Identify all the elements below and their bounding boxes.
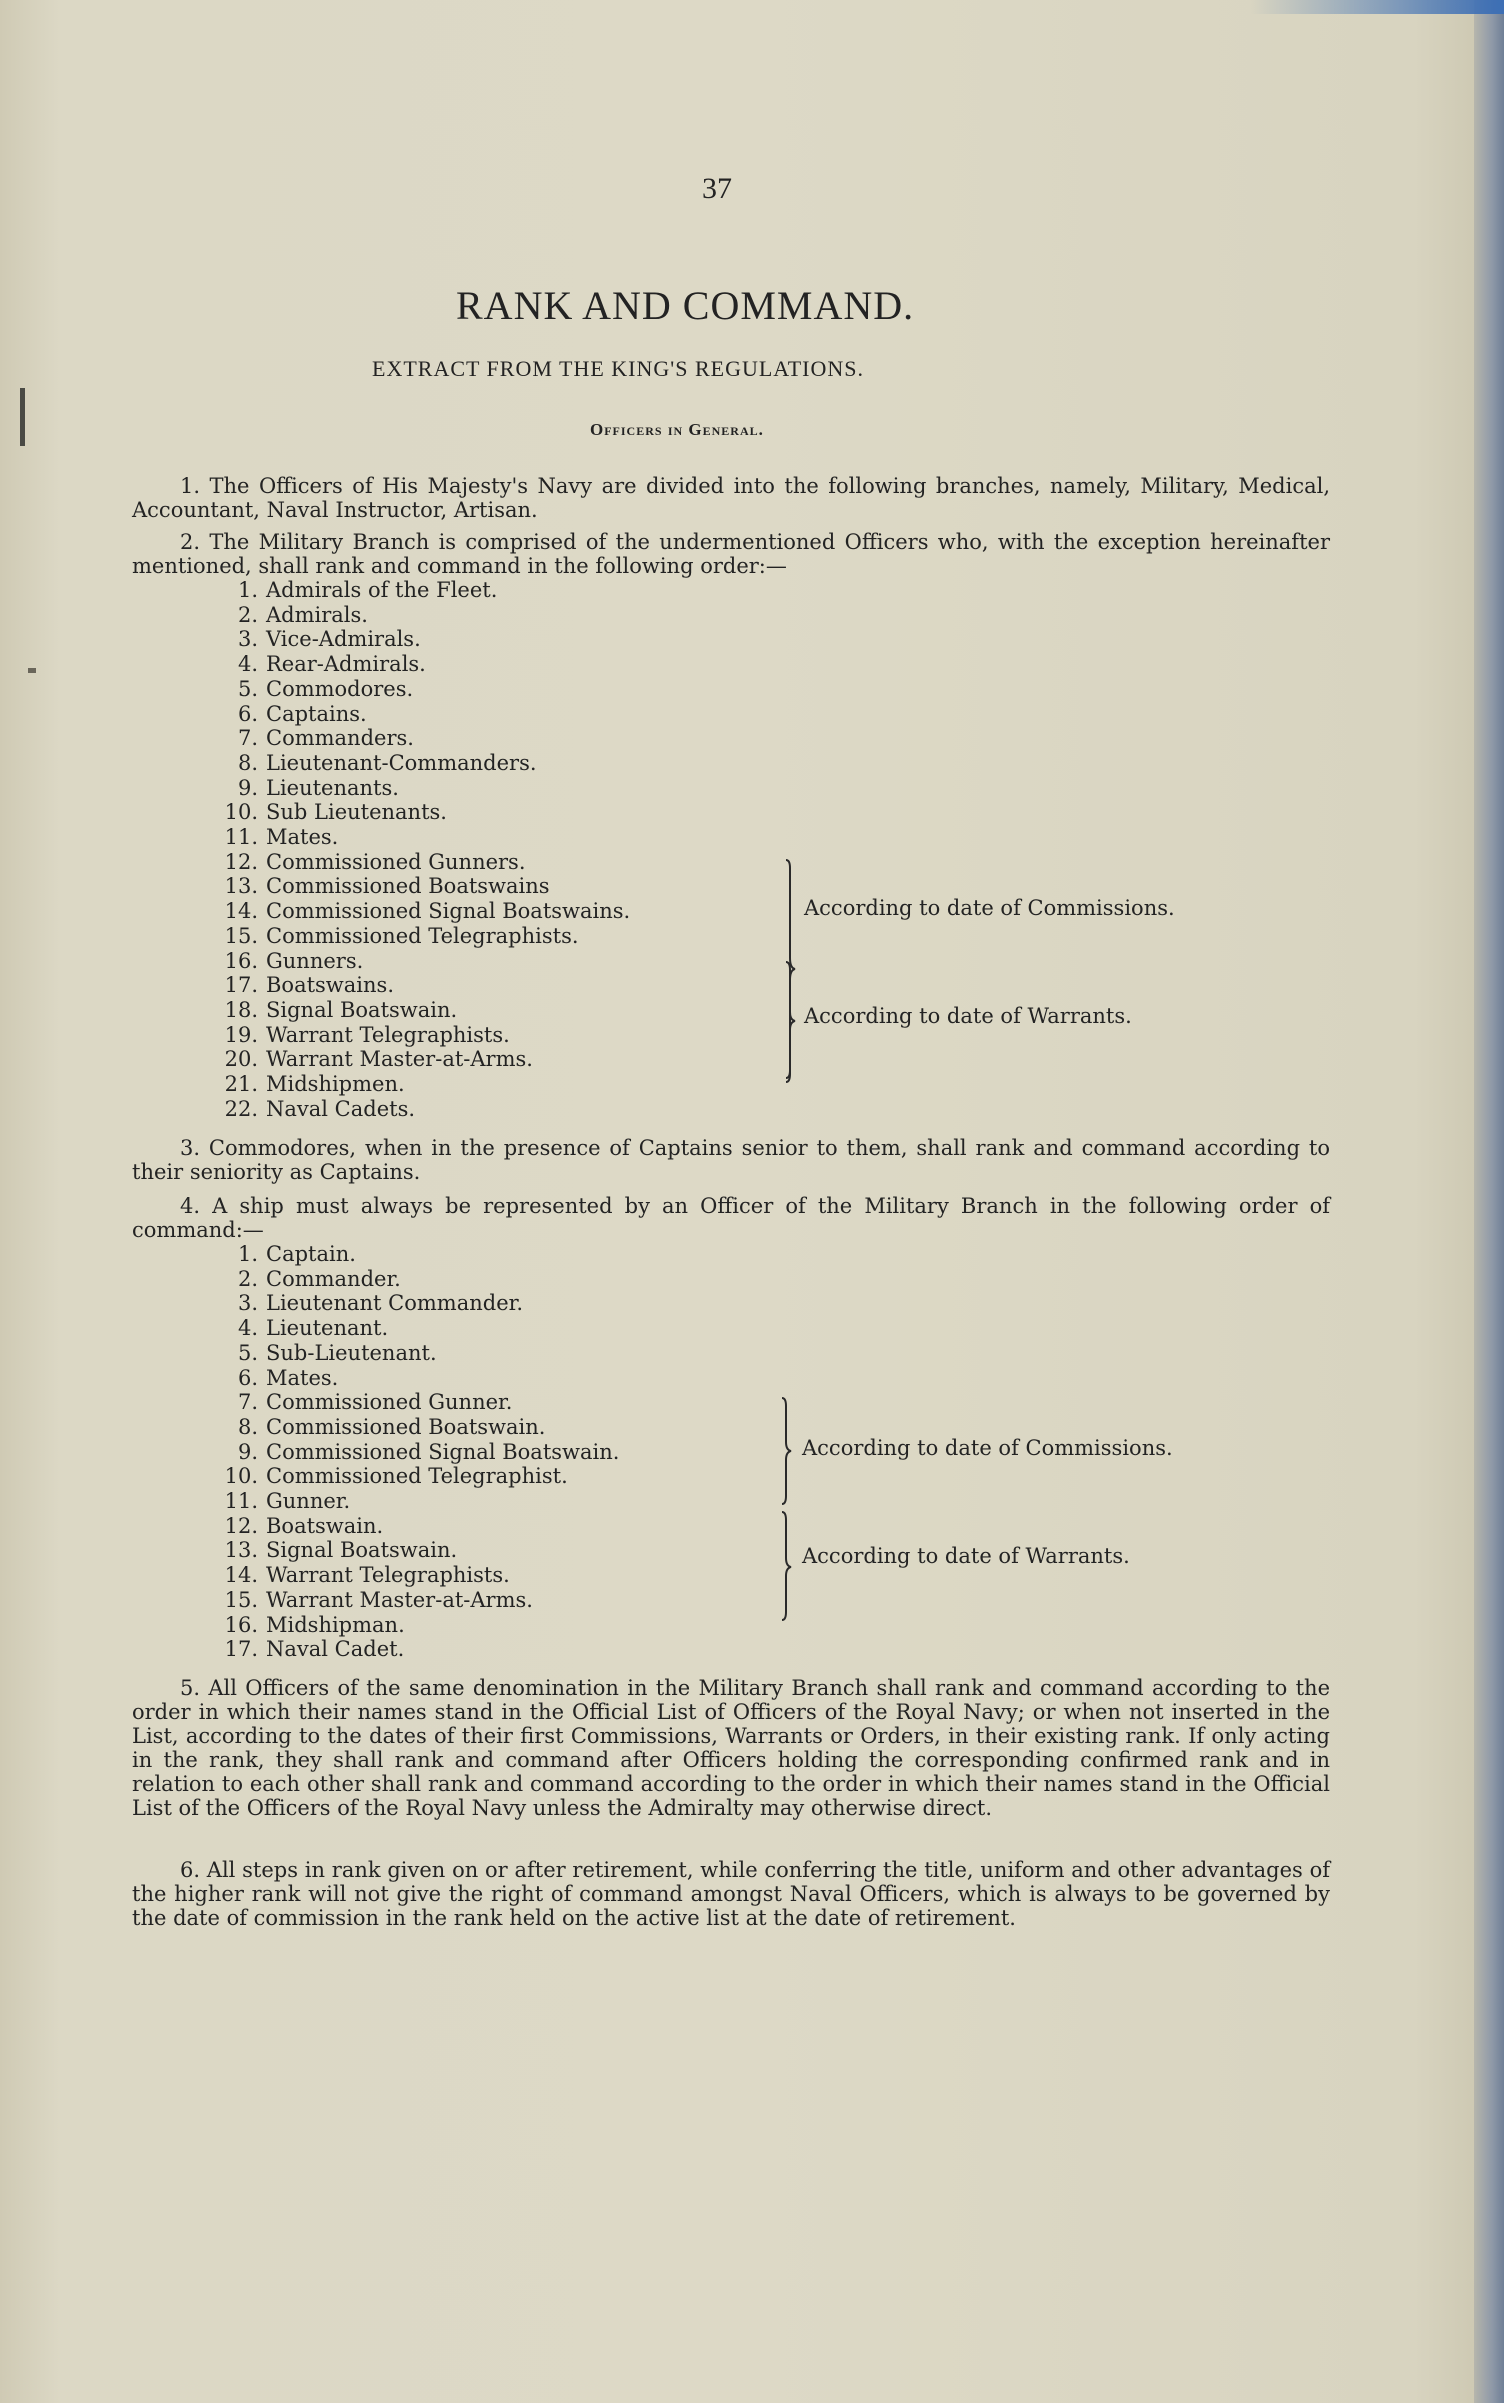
note-warrants-2: According to date of Warrants. xyxy=(802,1544,1130,1568)
list-item-label: Admirals of the Fleet. xyxy=(266,578,498,602)
binding-mark xyxy=(28,668,36,673)
list-item-label: Signal Boatswain. xyxy=(266,997,458,1022)
list-item-number: 2. xyxy=(237,602,258,627)
list-item-number: 14. xyxy=(224,1563,258,1588)
list-item-number: 10. xyxy=(224,1464,258,1489)
list-item xyxy=(196,1588,619,1613)
list-item-number: 6. xyxy=(237,1365,258,1390)
list-item xyxy=(196,1563,619,1588)
list-item xyxy=(196,776,630,801)
list-item-number: 17. xyxy=(224,973,258,998)
list-item xyxy=(196,726,630,751)
list-item-label: Warrant Master-at-Arms. xyxy=(266,1047,533,1072)
list-item-number: 17. xyxy=(224,1637,258,1662)
list-item xyxy=(196,1366,619,1391)
list-item xyxy=(196,874,630,899)
list-item-label: Naval Cadet. xyxy=(266,1637,405,1662)
list-item xyxy=(196,800,630,825)
list-item-label: Commissioned Gunners. xyxy=(266,849,526,874)
rank-list xyxy=(196,578,630,1121)
brace-warrants xyxy=(784,960,794,1084)
list-item xyxy=(196,578,630,603)
list-item-number: 10. xyxy=(224,800,258,825)
list-item xyxy=(196,1514,619,1539)
list-item-number: 9. xyxy=(237,775,258,800)
list-item-label: Commander. xyxy=(266,1266,401,1291)
list-item xyxy=(196,924,630,949)
list-item-label: Commodores. xyxy=(266,676,414,701)
list-item-number: 6. xyxy=(237,701,258,726)
paragraph-1: 1. The Officers of His Majesty's Navy are divided into the following branches, namely, Military, Medical, Accountant, Naval Instructor, Artisan. xyxy=(132,474,1330,522)
list-item-number: 9. xyxy=(237,1439,258,1464)
list-item-label: Sub Lieutenants. xyxy=(266,800,447,825)
list-item-label: Warrant Telegraphists. xyxy=(266,1563,510,1588)
list-item-label: Commissioned Boatswains xyxy=(266,874,550,899)
list-item-number: 15. xyxy=(224,923,258,948)
list-item xyxy=(196,1637,619,1662)
list-item-label: Commissioned Boatswain. xyxy=(266,1414,546,1439)
list-item-label: Gunners. xyxy=(266,948,364,973)
paragraph-2: 2. The Military Branch is comprised of the undermentioned Officers who, with the exception hereinafter mentioned, shall rank and command in the following order:— xyxy=(132,530,1330,578)
list-item-label: Warrant Master-at-Arms. xyxy=(266,1587,533,1612)
list-item-number: 11. xyxy=(224,825,258,850)
paragraph-6: 6. All steps in rank given on or after retirement, while conferring the title, uniform and other advantages of the higher rank will not give the right of command amongst Naval Officers, which is always to be governed by the date of commission in the rank held on the active list at the date of retirement. xyxy=(132,1858,1330,1930)
paragraph-5: 5. All Officers of the same denomination in the Military Branch shall rank and command according to the order in which their names stand in the Official List of Officers of the Royal Navy; or when not inserted in the List, according to the dates of their first Commissions, Warrants or Orders, in their existing rank. If only acting in the rank, they shall rank and command after Officers holding the corresponding confirmed rank and in relation to each other shall rank and command according to the order in which their names stand in the Official List of the Officers of the Royal Navy unless the Admiralty may otherwise direct. xyxy=(132,1676,1330,1820)
list-item-number: 15. xyxy=(224,1587,258,1612)
list-item-label: Commissioned Telegraphists. xyxy=(266,923,579,948)
list-item-number: 12. xyxy=(224,1513,258,1538)
list-item xyxy=(196,1242,619,1267)
page-title: RANK AND COMMAND. xyxy=(456,283,915,328)
list-item-number: 5. xyxy=(237,676,258,701)
list-item-number: 1. xyxy=(237,578,258,602)
list-item xyxy=(196,825,630,850)
page-top-edge xyxy=(1250,0,1504,14)
note-warrants: According to date of Warrants. xyxy=(804,1004,1132,1028)
list-item-label: Lieutenant. xyxy=(266,1316,389,1341)
list-item-label: Mates. xyxy=(266,825,339,850)
list-item xyxy=(196,1440,619,1465)
list-item-label: Commissioned Signal Boatswains. xyxy=(266,899,631,924)
list-item-number: 13. xyxy=(224,1538,258,1563)
list-item xyxy=(196,1390,619,1415)
list-item-number: 22. xyxy=(224,1096,258,1121)
list-item-label: Midshipman. xyxy=(266,1612,405,1637)
list-item xyxy=(196,1097,630,1122)
page-subtitle: EXTRACT FROM THE KING'S REGULATIONS. xyxy=(372,356,865,381)
list-item-number: 4. xyxy=(237,652,258,677)
list-item-label: Commanders. xyxy=(266,726,414,751)
list-item xyxy=(196,627,630,652)
brace-commissions-2 xyxy=(780,1396,790,1506)
brace-warrants-2 xyxy=(780,1510,790,1622)
list-item xyxy=(196,603,630,628)
list-item-number: 11. xyxy=(224,1489,258,1514)
list-item-number: 16. xyxy=(224,948,258,973)
list-item-label: Boatswain. xyxy=(266,1513,384,1538)
list-item xyxy=(196,1613,619,1638)
command-list xyxy=(196,1242,619,1662)
list-item xyxy=(196,702,630,727)
list-item-number: 19. xyxy=(224,1022,258,1047)
list-item-label: Signal Boatswain. xyxy=(266,1538,458,1563)
list-item-label: Lieutenant Commander. xyxy=(266,1291,524,1316)
list-item-label: Naval Cadets. xyxy=(266,1096,416,1121)
list-item xyxy=(196,652,630,677)
list-item-label: Rear-Admirals. xyxy=(266,652,426,677)
list-item-number: 12. xyxy=(224,849,258,874)
list-item xyxy=(196,1267,619,1292)
list-item xyxy=(196,1047,630,1072)
list-item-number: 7. xyxy=(237,1390,258,1415)
list-item-label: Mates. xyxy=(266,1365,339,1390)
page-edge xyxy=(1474,0,1504,2403)
list-item xyxy=(196,1341,619,1366)
section-heading: Officers in General. xyxy=(590,420,764,439)
list-item-label: Captain. xyxy=(266,1242,356,1266)
list-item-number: 2. xyxy=(237,1266,258,1291)
list-item xyxy=(196,998,630,1023)
list-item-label: Vice-Admirals. xyxy=(266,627,421,652)
list-item xyxy=(196,1072,630,1097)
list-item-label: Midshipmen. xyxy=(266,1072,405,1097)
list-item-number: 4. xyxy=(237,1316,258,1341)
list-item xyxy=(196,677,630,702)
list-item xyxy=(196,1316,619,1341)
list-item xyxy=(196,1538,619,1563)
binding-mark xyxy=(20,388,25,446)
list-item-label: Sub-Lieutenant. xyxy=(266,1340,437,1365)
list-item xyxy=(196,1291,619,1316)
list-item-number: 18. xyxy=(224,997,258,1022)
list-item-label: Gunner. xyxy=(266,1489,351,1514)
list-item-label: Boatswains. xyxy=(266,973,394,998)
list-item xyxy=(196,1489,619,1514)
list-item xyxy=(196,1415,619,1440)
list-item-number: 7. xyxy=(237,726,258,751)
list-item xyxy=(196,751,630,776)
list-item-label: Admirals. xyxy=(266,602,368,627)
note-commissions-2: According to date of Commissions. xyxy=(802,1436,1173,1460)
note-commissions: According to date of Commissions. xyxy=(804,896,1175,920)
list-item-number: 1. xyxy=(237,1242,258,1266)
list-item-number: 3. xyxy=(237,1291,258,1316)
list-item-number: 13. xyxy=(224,874,258,899)
list-item-label: Commissioned Gunner. xyxy=(266,1390,513,1415)
list-item-number: 3. xyxy=(237,627,258,652)
list-item-number: 14. xyxy=(224,899,258,924)
list-item xyxy=(196,1023,630,1048)
list-item-number: 20. xyxy=(224,1047,258,1072)
list-item xyxy=(196,850,630,875)
page-number: 37 xyxy=(702,172,732,205)
list-item-label: Lieutenant-Commanders. xyxy=(266,750,537,775)
list-item xyxy=(196,973,630,998)
list-item-number: 8. xyxy=(237,1414,258,1439)
list-item xyxy=(196,899,630,924)
list-item-label: Captains. xyxy=(266,701,367,726)
list-item-number: 5. xyxy=(237,1340,258,1365)
list-item-number: 21. xyxy=(224,1072,258,1097)
list-item-label: Lieutenants. xyxy=(266,775,399,800)
list-item-number: 8. xyxy=(237,750,258,775)
list-item-number: 16. xyxy=(224,1612,258,1637)
list-item-label: Commissioned Telegraphist. xyxy=(266,1464,568,1489)
list-item xyxy=(196,1464,619,1489)
list-item-label: Warrant Telegraphists. xyxy=(266,1022,510,1047)
list-item xyxy=(196,949,630,974)
paragraph-3: 3. Commodores, when in the presence of Captains senior to them, shall rank and command according to their seniority as Captains. xyxy=(132,1136,1330,1184)
paragraph-4: 4. A ship must always be represented by an Officer of the Military Branch in the following order of command:— xyxy=(132,1194,1330,1242)
list-item-label: Commissioned Signal Boatswain. xyxy=(266,1439,620,1464)
